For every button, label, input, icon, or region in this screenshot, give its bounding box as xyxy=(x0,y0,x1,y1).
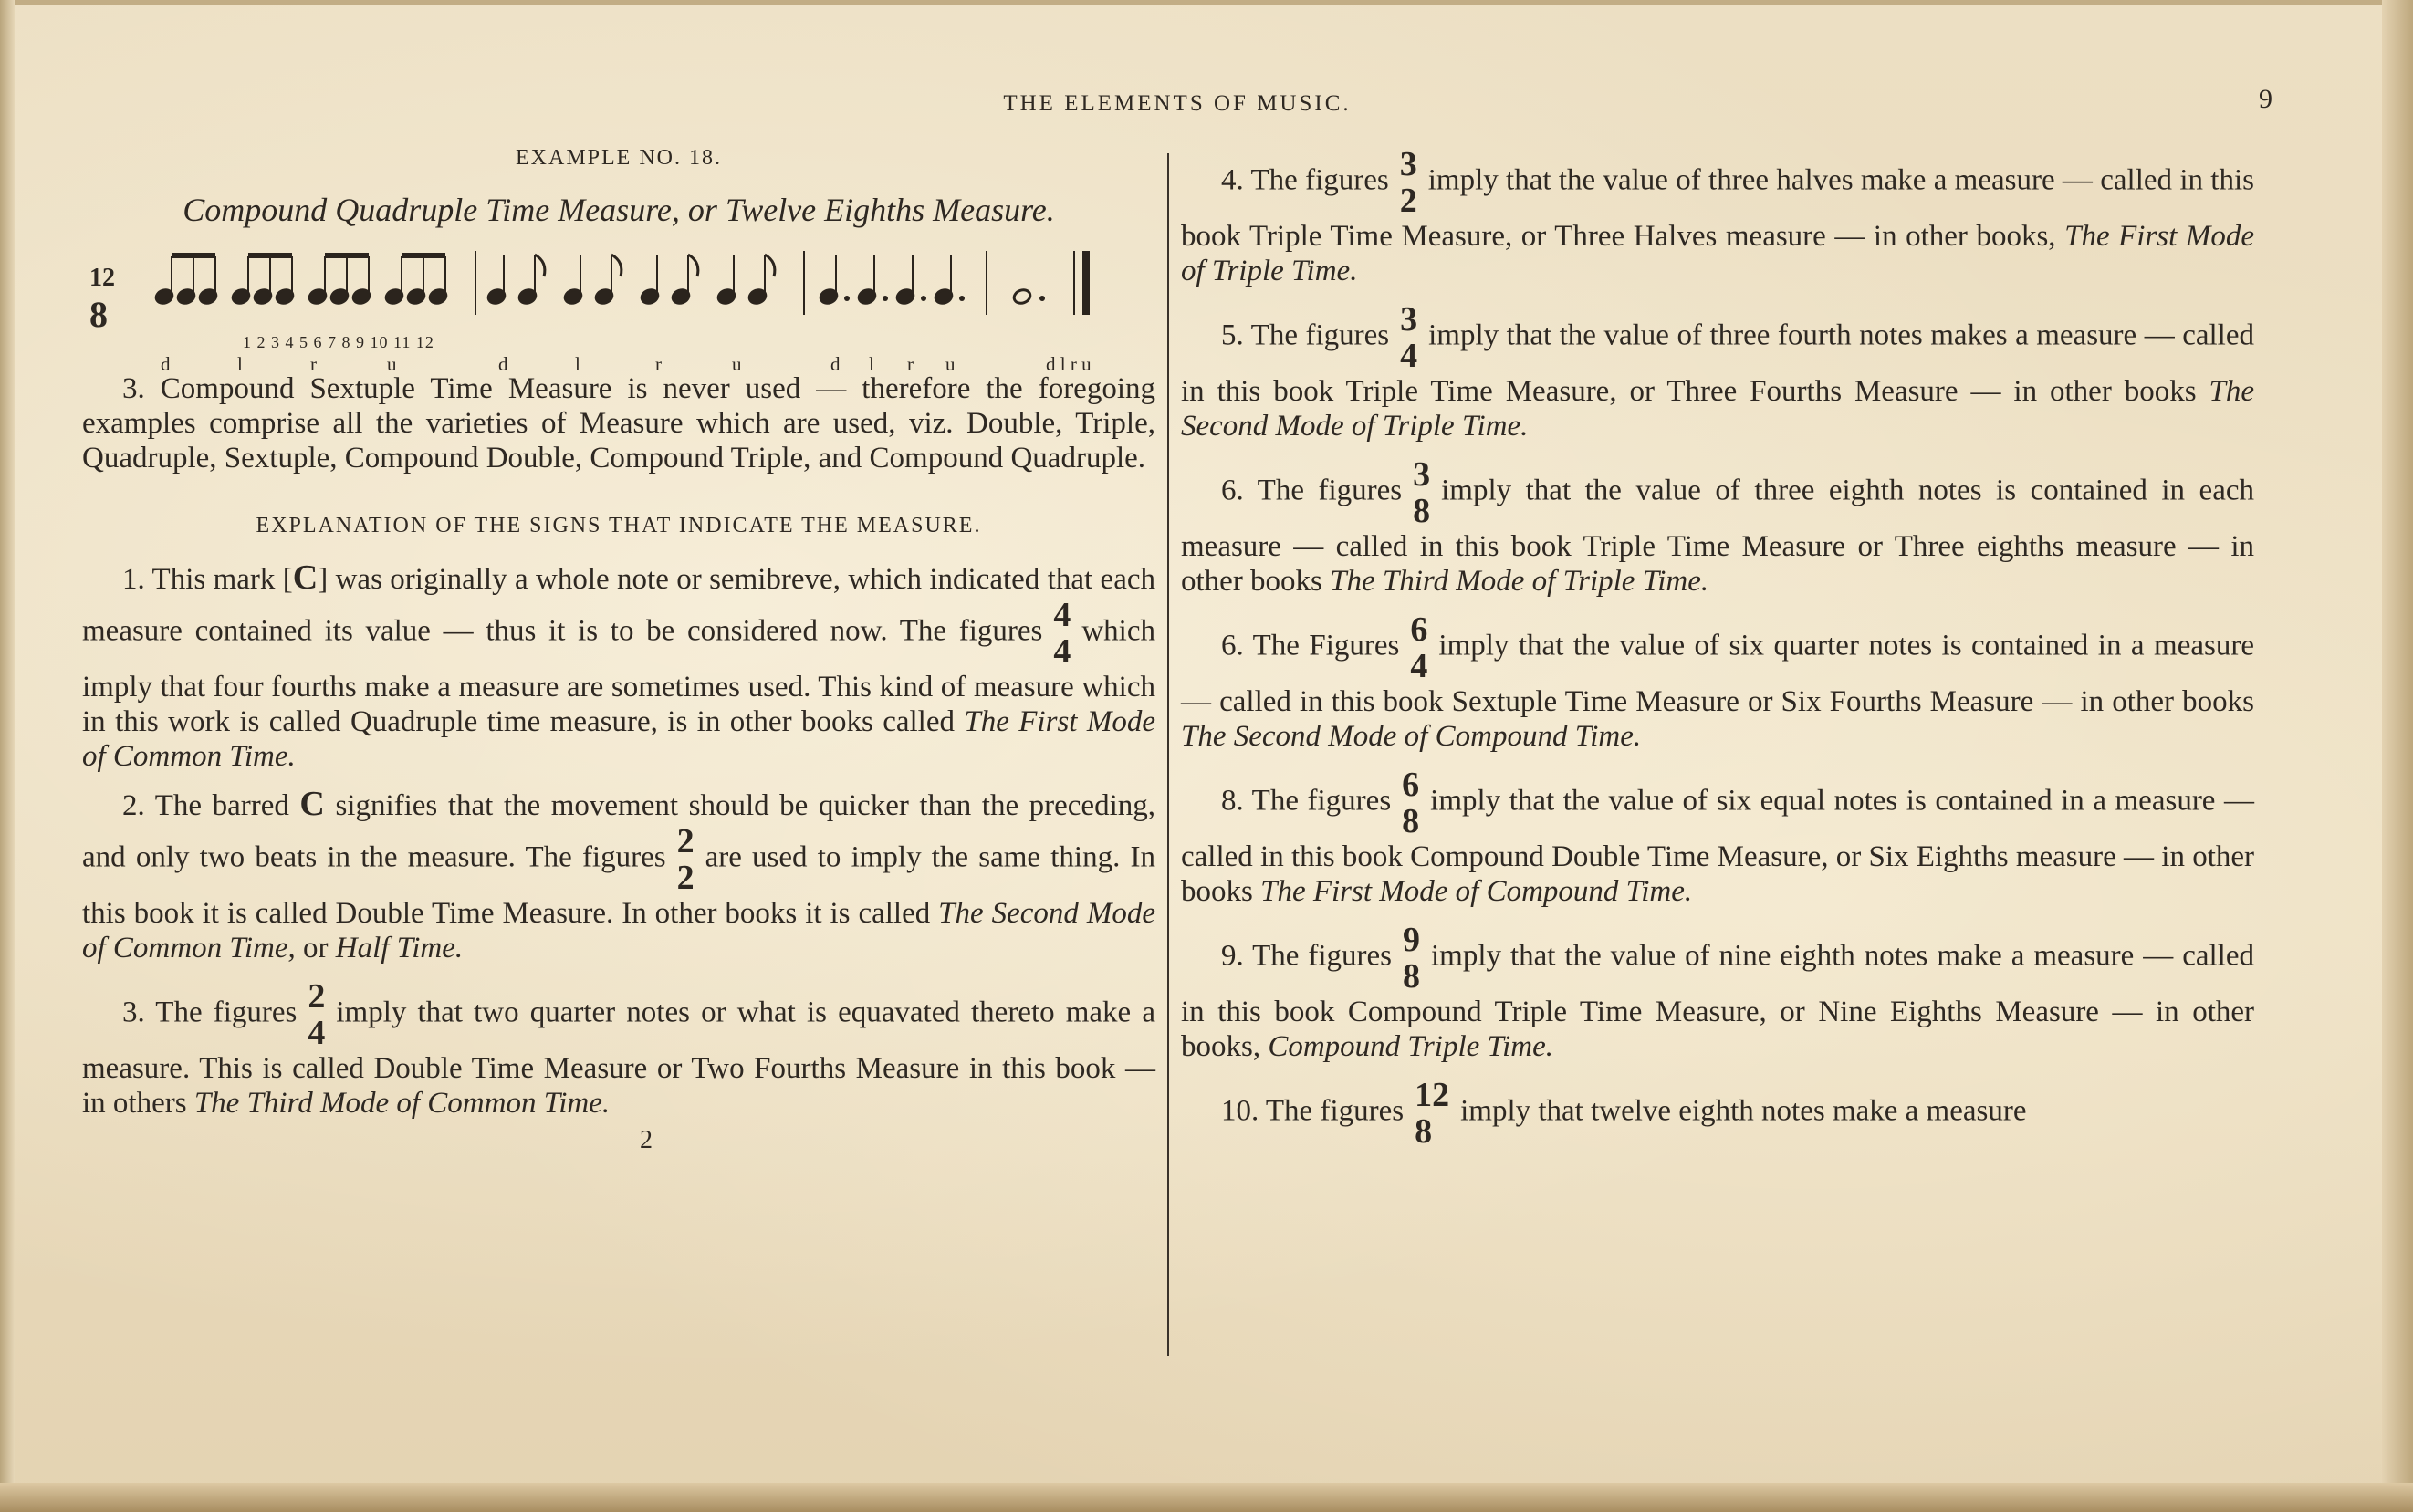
syllable: l xyxy=(237,353,243,375)
note-beam xyxy=(172,253,215,258)
figure-bottom: 4 xyxy=(308,1014,326,1052)
section-heading: EXPLANATION OF THE SIGNS THAT INDICATE THE MEASURE. xyxy=(256,514,982,537)
note-beam xyxy=(325,253,369,258)
figure-top: 6 xyxy=(1402,766,1420,804)
note-head xyxy=(1012,287,1032,305)
syllable: l xyxy=(575,353,580,375)
augmentation-dot xyxy=(1039,296,1045,301)
italic-text: The First Mode of Compound Time. xyxy=(1260,875,1693,908)
figure-bottom: 4 xyxy=(1410,647,1428,685)
text: which imply that four fourths make a measure are sometimes used. This kind of measure which in this work is called Quadruple time measure, is in other books called xyxy=(82,614,1155,738)
italic-text: The Third Mode of Triple Time. xyxy=(1330,565,1709,598)
syllable: r xyxy=(310,353,317,375)
italic-text: Compound Triple Time. xyxy=(1268,1030,1553,1063)
time-signature-figure xyxy=(1400,146,1417,219)
text: 5. The figures xyxy=(1221,318,1390,352)
text: imply that the value of six quarter notes is contained in a measure — called in this book Sextuple Time Measure or Six Fourths Measure — in other books xyxy=(1181,629,2254,718)
beat-counts: 1 2 3 4 5 6 7 8 9 10 11 12 xyxy=(243,333,434,351)
text: imply that the value of nine eighth notes make a measure — called in this book Compound Triple Time Measure, or Nine Eighths Measure — in other books, xyxy=(1181,939,2254,1063)
page-edge-right xyxy=(2382,0,2413,1512)
syllable: d xyxy=(830,353,841,375)
paragraph-3-compound-sextuple xyxy=(82,371,1155,475)
signature-mark: 2 xyxy=(640,1126,653,1154)
note-beam xyxy=(402,253,445,258)
text: ] was originally a whole note or semibreve, which indicated that each measure contained its value — thus it is to be considered now. The figures xyxy=(82,563,1155,648)
text: imply that two quarter notes or what is equavated thereto make a measure. This is called Double Time Measure or Two Fourths Measure in this book — in others xyxy=(82,996,1155,1120)
text: are used to imply the same thing. In this book it is called Double Time Measure. In other books it is called xyxy=(82,840,1155,930)
italic-text: Half Time. xyxy=(335,932,464,965)
right-column xyxy=(1181,146,2254,1150)
figure-top: 6 xyxy=(1410,610,1428,649)
text: 2. The barred xyxy=(122,789,289,822)
text: 1. This mark [ xyxy=(122,563,293,596)
time-signature-figure xyxy=(1403,922,1420,995)
italic-text: The First Mode of Triple Time. xyxy=(1181,220,2254,287)
page-number: 9 xyxy=(2259,84,2272,114)
italic-text: The Second Mode of Common Time, xyxy=(82,897,1155,965)
paragraph-1-common-time xyxy=(82,560,1155,774)
running-header: THE ELEMENTS OF MUSIC. xyxy=(1003,91,1352,116)
note-flag xyxy=(765,255,775,276)
paragraph-text: 3. Compound Sextuple Time Measure is never used — therefore the foregoing examples comprise all the varieties of Measure which are used, viz. Double, Triple, Quadruple, Sextuple, Compound Double, Compound Triple, and Compound Quadruple. xyxy=(82,372,1155,474)
figure-bottom: 2 xyxy=(1399,182,1417,220)
time-signature-figure xyxy=(1410,611,1427,684)
text: imply that twelve eighth notes make a measure xyxy=(1460,1094,2027,1128)
figure-bottom: 2 xyxy=(676,859,695,897)
figure-top: 9 xyxy=(1403,921,1421,959)
text: 4. The figures xyxy=(1221,163,1389,197)
syllable: u xyxy=(732,353,742,375)
text: 8. The figures xyxy=(1221,784,1392,818)
syllable: r xyxy=(655,353,662,375)
syllable: u xyxy=(387,353,397,375)
figure-bottom: 8 xyxy=(1402,802,1420,840)
paragraph-3-two-fourths xyxy=(82,978,1155,1121)
note-flag xyxy=(611,255,622,276)
italic-text: The Second Mode of Compound Time. xyxy=(1181,720,1642,753)
note-flag xyxy=(688,255,698,276)
bar-line xyxy=(1082,251,1090,315)
text: imply that the value of three halves make a measure — called in this book Triple Time Measure, or Three Halves measure — in other books, xyxy=(1181,163,2254,253)
time-signature-figure xyxy=(677,823,695,896)
syllable: u xyxy=(945,353,956,375)
figure-top: 12 xyxy=(1415,1076,1450,1114)
page-edge-left xyxy=(0,0,15,1512)
paragraph-4-three-halves xyxy=(1181,146,2254,288)
bar-line xyxy=(475,251,476,315)
note-flag xyxy=(535,255,545,276)
figure-top: 4 xyxy=(1053,596,1071,634)
text: 6. The figures xyxy=(1221,474,1403,507)
text: or xyxy=(295,932,336,965)
time-signature-figure xyxy=(1415,1077,1449,1150)
time-signature-figure xyxy=(1402,766,1419,839)
time-signature-denominator: 8 xyxy=(89,294,108,335)
augmentation-dot xyxy=(959,296,965,301)
time-signature-figure xyxy=(1413,456,1430,529)
syllable: d xyxy=(161,353,171,375)
time-signature-figure xyxy=(1053,597,1071,670)
common-time-mark: C xyxy=(292,558,319,597)
syllable: d xyxy=(498,353,508,375)
text: signifies that the movement should be quicker than the preceding, and only two beats in the measure. The figures xyxy=(82,789,1156,874)
time-signature-figure xyxy=(308,978,325,1051)
text: imply that the value of three eighth notes is contained in each measure — called in this book Triple Time Measure or Three eighths measure — in other books xyxy=(1181,474,2254,598)
notation-svg xyxy=(146,245,1141,333)
text: imply that the value of six equal notes is contained in a measure — called in this book Compound Double Time Measure, or Six Eighths measure — in other books xyxy=(1181,784,2254,908)
text: 9. The figures xyxy=(1221,939,1393,973)
figure-bottom: 8 xyxy=(1413,492,1431,530)
paragraph-10-twelve-eighths xyxy=(1181,1077,2254,1150)
left-column xyxy=(82,146,1155,1155)
figure-top: 3 xyxy=(1400,300,1418,339)
example-label: EXAMPLE NO. 18. xyxy=(516,146,722,170)
figure-top: 2 xyxy=(676,822,695,860)
bar-line xyxy=(986,251,987,315)
text: 6. The Figures xyxy=(1221,629,1400,662)
syllable: r xyxy=(907,353,914,375)
figure-bottom: 4 xyxy=(1053,632,1071,671)
column-divider xyxy=(1167,153,1169,1356)
figure-top: 2 xyxy=(308,977,326,1016)
italic-text: The Third Mode of Common Time. xyxy=(193,1087,611,1120)
figure-bottom: 4 xyxy=(1400,337,1418,375)
augmentation-dot xyxy=(921,296,926,301)
paragraph-6-three-eighths xyxy=(1181,456,2254,599)
italic-text: The Second Mode of Triple Time. xyxy=(1181,375,2254,443)
figure-bottom: 8 xyxy=(1403,957,1421,996)
time-signature-numerator: 12 xyxy=(89,264,115,292)
text: 3. The figures xyxy=(122,996,298,1029)
figure-top: 3 xyxy=(1399,145,1417,183)
bar-line xyxy=(803,251,805,315)
augmentation-dot xyxy=(883,296,888,301)
paragraph-2-cut-time xyxy=(82,787,1155,965)
syllable: l xyxy=(869,353,874,375)
note-beam xyxy=(248,253,292,258)
time-signature-figure xyxy=(1400,301,1417,374)
paragraph-5-three-fourths xyxy=(1181,301,2254,443)
music-example-staff xyxy=(82,245,1141,375)
augmentation-dot xyxy=(844,296,850,301)
bar-line xyxy=(1073,251,1075,315)
paragraph-8-six-eighths xyxy=(1181,766,2254,909)
cut-time-mark: C xyxy=(299,785,325,823)
page-edge-top xyxy=(0,0,2413,5)
figure-top: 3 xyxy=(1413,455,1431,494)
italic-text: The First Mode of Common Time. xyxy=(82,705,1155,773)
paragraph-6-six-fourths xyxy=(1181,611,2254,754)
text: imply that the value of three fourth notes makes a measure — called in this book Triple Time Measure, or Three Fourths Measure — in other books xyxy=(1181,318,2254,408)
example-title: Compound Quadruple Time Measure, or Twelve Eighths Measure. xyxy=(183,192,1055,228)
figure-bottom: 8 xyxy=(1415,1112,1433,1151)
paragraph-9-nine-eighths xyxy=(1181,922,2254,1064)
page-edge-bottom xyxy=(0,1483,2413,1512)
syllable-group: d l r u xyxy=(1046,353,1092,375)
text: 10. The figures xyxy=(1221,1094,1405,1128)
